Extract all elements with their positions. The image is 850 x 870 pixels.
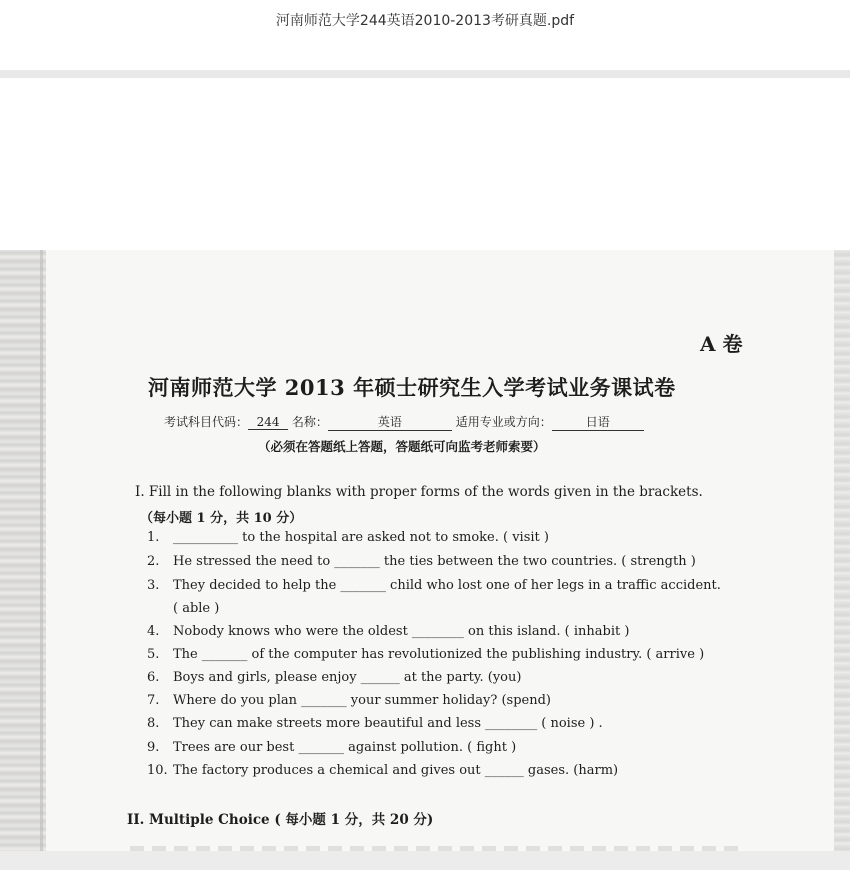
name-label: 名称： xyxy=(291,415,328,429)
section-2-heading: II. Multiple Choice ( 每小题 1 分，共 20 分) xyxy=(127,812,434,828)
bottom-scroll-area[interactable] xyxy=(0,851,850,870)
question-item: 2. He stressed the need to _______ the ties between the two countries. ( strength ) xyxy=(147,554,696,569)
section-1-score: （每小题 1 分，共 10 分） xyxy=(140,511,303,526)
document-title: 河南师范大学244英语2010-2013考研真题.pdf xyxy=(275,13,575,29)
question-item: 3. They decided to help the _______ child who lost one of her legs in a traffic accident. xyxy=(147,578,721,593)
question-item: 8. They can make streets more beautiful and less ________ ( noise ) . xyxy=(147,716,603,731)
paper-label: A 卷 xyxy=(700,332,743,356)
major-value: 日语 xyxy=(552,413,644,431)
exam-info xyxy=(164,413,644,431)
section-1-heading: I. Fill in the following blanks with proper forms of the words given in the brackets. xyxy=(135,484,703,500)
exam-note: （必须在答题纸上答题，答题纸可向监考老师索要） xyxy=(258,439,546,454)
question-item: ( able ) xyxy=(173,601,220,616)
question-item: 4. Nobody knows who were the oldest ________ on this island. ( inhabit ) xyxy=(147,624,630,639)
question-item: 5. The _______ of the computer has revolutionized the publishing industry. ( arrive ) xyxy=(147,647,705,662)
toolbar-separator xyxy=(0,70,850,78)
question-item: 7. Where do you plan _______ your summer holiday? (spend) xyxy=(147,693,551,708)
title-bar xyxy=(0,0,850,70)
code-label: 考试科目代码： xyxy=(164,415,249,429)
scan-edge-line xyxy=(40,250,43,860)
exam-title: 河南师范大学 2013 年硕士研究生入学考试业务课试卷 xyxy=(148,375,676,400)
question-item: 9. Trees are our best _______ against pollution. ( fight ) xyxy=(147,740,517,755)
question-item: 1. __________ to the hospital are asked not to smoke. ( visit ) xyxy=(147,530,549,545)
question-item: 10. The factory produces a chemical and gives out ______ gases. (harm) xyxy=(147,763,619,778)
code-value: 244 xyxy=(248,415,288,430)
name-value: 英语 xyxy=(328,413,452,431)
question-item: 6. Boys and girls, please enjoy ______ at the party. (you) xyxy=(147,670,522,685)
pdf-page[interactable] xyxy=(0,250,850,860)
major-label: 适用专业或方向： xyxy=(455,415,552,429)
scan-edge-right xyxy=(834,250,850,860)
